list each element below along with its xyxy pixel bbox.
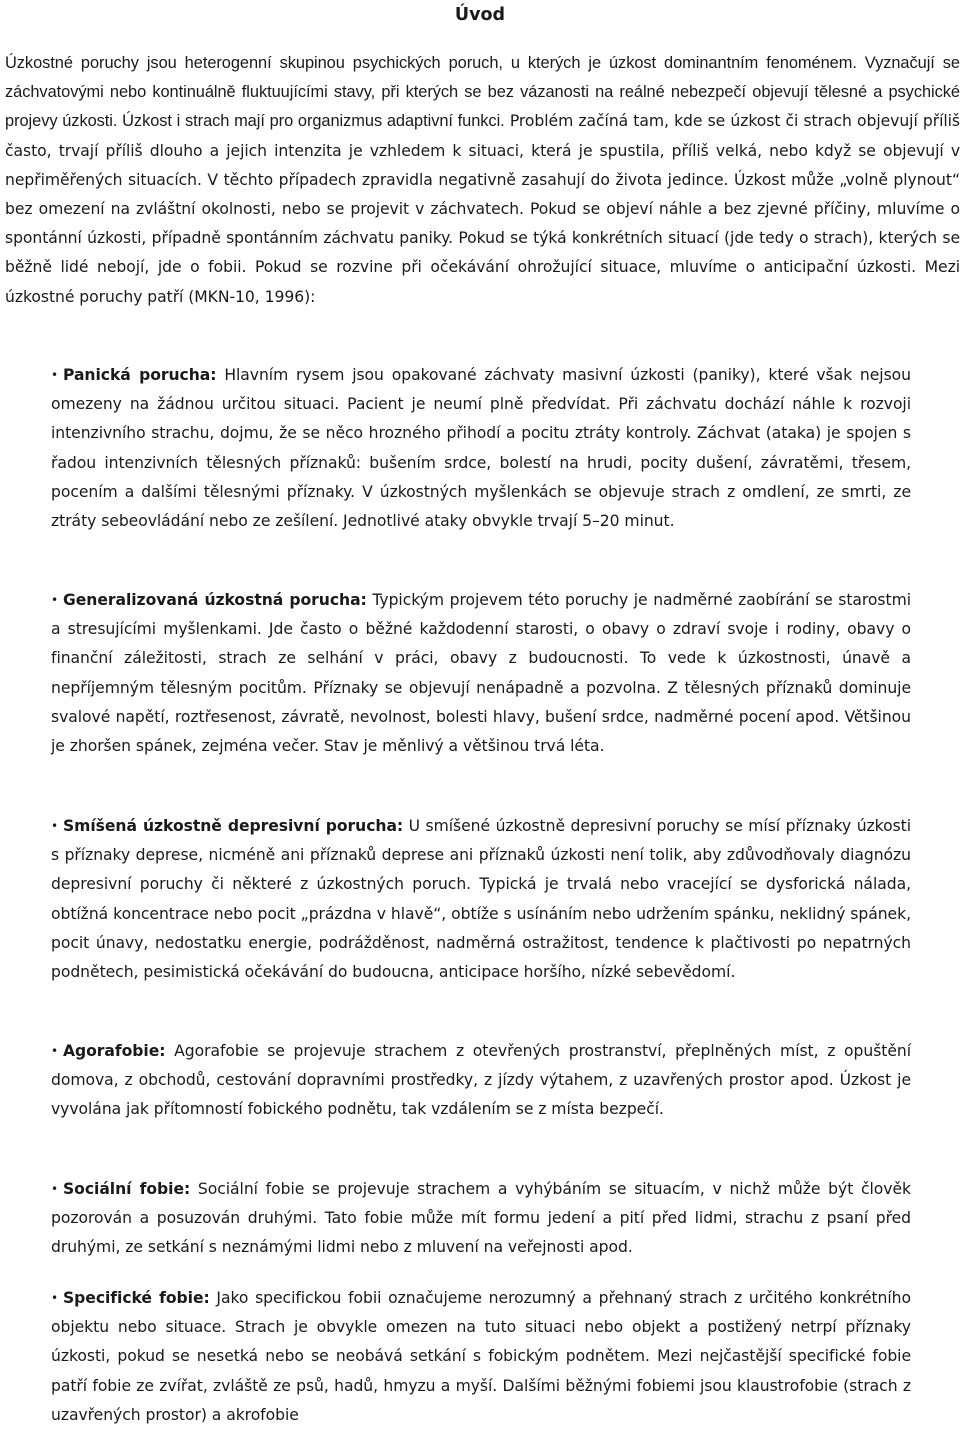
intro-text-part1: Úzkostné poruchy jsou heterogenní skupinou psychických poruch, u kterých je úzkost dominantním fenoménem. Vyznačují se záchvatovými nebo kontinuálně fluktuujícími stavy, při kterých se bez vázanosti na reálné nebezpečí objevují tělesné a psychické projevy úzkosti. Úzkost i strach mají pro organizmus adaptivní funkci. (5, 54, 960, 131)
list-item-term: Generalizovaná úzkostná porucha: (63, 591, 367, 609)
bullet-icon: • (51, 1182, 59, 1196)
list-item-generalized (51, 586, 911, 761)
list-item-text: Jako specifickou fobii označujeme nerozumný a přehnaný strach z určitého konkrétního objektu nebo situace. Strach je obvykle omezen na tuto situaci nebo objekt a postižený netrpí příznaky úzkosti, pokud se nesetká nebo se neobává setkání s fobickým podnětem. Mezi nejčastější specifické fobie patří fobie ze zvířat, zvláště ze psů, hadů, hmyzu a myší. Dalšími běžnými fobiemi jsou klaustrofobie (strach z uzavřených prostor) a akrofobie (51, 1289, 911, 1424)
list-item-agoraphobia (51, 1037, 911, 1125)
list-item-specific-phobias (51, 1284, 911, 1430)
list-item-term: Specifické fobie: (63, 1289, 210, 1307)
list-item-term: Smíšená úzkostně depresivní porucha: (63, 817, 404, 835)
list-item-social-phobia (51, 1175, 911, 1263)
list-item-term: Panická porucha: (63, 366, 217, 384)
bullet-icon: • (51, 819, 59, 833)
bullet-icon: • (51, 593, 59, 607)
page-title: Úvod (454, 5, 506, 25)
list-item-text: Agorafobie se projevuje strachem z otevřených prostranství, přeplněných míst, z opuštění domova, z obchodů, cestování dopravními prostředky, z jízdy výtahem, z uzavřených prostor apod. Úzkost je vyvolána jak přítomností fobického podnětu, tak vzdálením se z místa bezpečí. (51, 1042, 911, 1119)
bullet-icon: • (51, 1044, 59, 1058)
list-item-text: Sociální fobie se projevuje strachem a vyhýbáním se situacím, v nichž může být člověk pozorován a posuzován druhými. Tato fobie může mít formu jedení a pití před lidmi, strachu z psaní před druhými, ze setkání s neznámými lidmi nebo z mluvení na veřejnosti apod. (51, 1180, 911, 1257)
list-item-mixed (51, 812, 911, 987)
bullet-icon: • (51, 1291, 59, 1305)
list-item-text: Typickým projevem této poruchy je nadměrné zaobírání se starostmi a stresujícími myšlenkami. Jde často o běžné každodenní starosti, o obavy o zdraví svoje i rodiny, obavy o finanční záležitosti, strach ze selhání v práci, obavy z budoucnosti. To vede k úzkostnosti, únavě a nepříjemným tělesným pocitům. Příznaky se objevují nenápadně a pozvolna. Z tělesných příznaků dominuje svalové napětí, roztřesenost, závratě, nevolnost, bolesti hlavy, bušení srdce, nadměrné pocení apod. Většinou je zhoršen spánek, zejména večer. Stav je měnlivý a většinou trvá léta. (51, 591, 911, 756)
list-item-panic (51, 361, 911, 536)
bullet-icon: • (51, 368, 59, 382)
list-item-text: Hlavním rysem jsou opakované záchvaty masivní úzkosti (paniky), které však nejsou omezeny na žádnou určitou situaci. Pacient je neumí plně předvídat. Při záchvatu dochází náhle k rozvoji intenzivního strachu, dojmu, že se něco hrozného přihodí a pocitu ztráty kontroly. Záchvat (ataka) je spojen s řadou intenzivních tělesných příznaků: bušením srdce, bolestí na hrudi, pocity dušení, závratěmi, třesem, pocením a dalšími tělesnými příznaky. V úzkostných myšlenkách se objevuje strach z omdlení, ze smrti, ze ztráty sebeovládání nebo ze zešílení. Jednotlivé ataky obvykle trvají 5–20 minut. (51, 366, 911, 531)
list-item-term: Agorafobie: (63, 1042, 166, 1060)
intro-text-part2: Problém začíná tam, kde se úzkost či strach objevují příliš často, trvají příliš dlouho a jejich intenzita je vzhledem k situaci, která je spustila, příliš velká, nebo když se objevují v nepřiměřených situacích. V těchto případech zpravidla negativně zasahují do života jedince. Úzkost může „volně plynout“ bez omezení na zvláštní okolnosti, nebo se projevit v záchvatech. Pokud se objeví náhle a bez zjevné příčiny, mluvíme o spontánní úzkosti, případně spontánním záchvatu paniky. Pokud se týká konkrétních situací (jde tedy o strach), kterých se běžně lidé nebojí, jde o fobii. Pokud se rozvine při očekávání ohrožující situace, mluvíme o anticipační úzkosti. Mezi úzkostné poruchy patří (MKN-10, 1996): (5, 112, 960, 306)
list-item-text: U smíšené úzkostně depresivní poruchy se mísí příznaky úzkosti s příznaky deprese, nicméně ani příznaků deprese ani příznaků úzkosti není tolik, aby zdůvodňovaly diagnózu depresivní poruchy či některé z úzkostných poruch. Typická je trvalá nebo vracející se dysforická nálada, obtížná koncentrace nebo pocit „prázdna v hlavě“, obtíže s usínáním nebo udržením spánku, neklidný spánek, pocit únavy, nedostatku energie, podrážděnost, nadměrná ostražitost, tendence k plačtivosti po nepatrných podnětech, pesimistická očekávání do budoucna, anticipace horšího, nízké sebevědomí. (51, 817, 911, 982)
list-item-term: Sociální fobie: (63, 1180, 191, 1198)
